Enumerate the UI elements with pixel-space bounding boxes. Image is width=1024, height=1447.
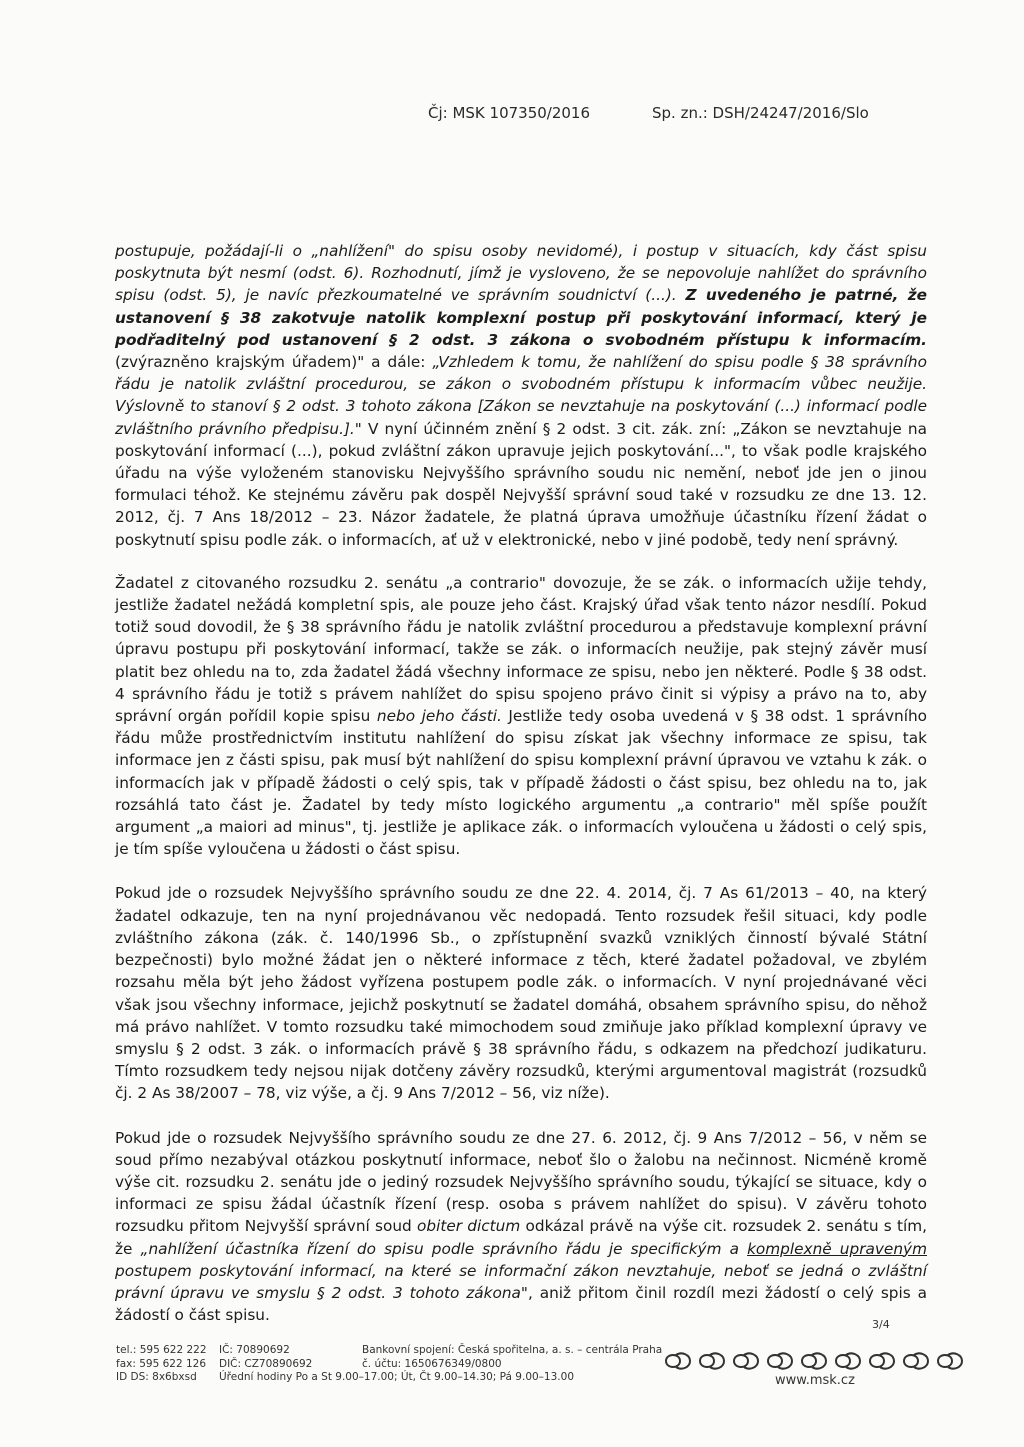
document-header <box>0 104 1024 128</box>
paragraph-3 <box>115 882 927 1104</box>
page-footer <box>0 1344 1024 1404</box>
p1-text-3: V nyní účinném znění § 2 odst. 3 cit. zák. zní: „Zákon se nevztahuje na poskytování informací (...), pokud zvláštní zákon upravuje jejich poskytování...", to však podle krajského úřadu na výše vyloženém stanovisku Nejvyššího správního soudu nic nemění, neboť jde jen o jinou formulaci téhož. Ke stejnému závěru pak dospěl Nejvyšší správní soud také v rozsudku ze dne 13. 12. 2012, čj. 7 Ans 18/2012 – 23. Názor žadatele, že platná úprava umožňuje účastníku řízení žádat o poskytnutí spisu podle zák. o informacích, ať už v elektronické, nebo v jiné podobě, tedy není správný. <box>115 419 927 549</box>
footer-website: www.msk.cz <box>775 1373 855 1388</box>
p4-italic-underlined: komplexně upraveným <box>747 1239 927 1258</box>
footer-fax: fax: 595 622 126 <box>116 1357 207 1370</box>
footer-contacts <box>116 1344 207 1385</box>
p4-italic-1: obiter dictum <box>417 1217 521 1236</box>
footer-bank-name: Bankovní spojení: Česká spořitelna, a. s. – centrála Praha <box>362 1344 663 1356</box>
document-body <box>115 240 927 1348</box>
p4-italic-3: postupem poskytování informací, na které se informační zákon nevztahuje, neboť se jedná o zvláštní právní úpravu ve smyslu § 2 odst. 3 tohoto zákona" <box>115 1261 927 1302</box>
p1-bold-quote: Z uvedeného je patrné, že ustanovení § 38 zakotvuje natolik komplexní postup při poskytování informací, který je podřaditelný pod ustanovení § 2 odst. 3 zákona o svobodném přístupu k informacím. <box>115 286 928 349</box>
p2-italic: nebo jeho části. <box>376 707 502 726</box>
p4-italic-2: „nahlížení účastníka řízení do spisu podle správního řádu je specifickým a <box>140 1239 748 1258</box>
p1-text-2: (zvýrazněno krajským úřadem)" a dále: <box>115 353 433 372</box>
footer-dic: DIČ: CZ70890692 <box>219 1357 313 1370</box>
footer-data-box: ID DS: 8x6bxsd <box>116 1371 197 1383</box>
p4-text-2: odkázal právě na výše cit. rozsudek 2. senátu s tím, že <box>115 1217 928 1258</box>
file-number: Sp. zn.: DSH/24247/2016/Slo <box>652 104 869 122</box>
reference-number: Čj: MSK 107350/2016 <box>428 104 591 122</box>
footer-hours: Úřední hodiny Po a St 9.00–17.00; Út, Čt 9.00–14.30; Pá 9.00–13.00 <box>219 1371 574 1383</box>
region-logo-icon <box>660 1346 980 1376</box>
footer-bank <box>362 1344 662 1371</box>
p2-text-2: Jestliže tedy osoba uvedená v § 38 odst. 1 správního řádu může prostřednictvím institutu nahlížení do spisu získat jak všechny informace ze spisu, tak informace jen z části spisu, pak musí být nahlížení do spisu komplexní právní úpravou ve vztahu k zák. o informacích jak v případě žádosti o celý spis, tak v případě žádosti o část spisu, bez ohledu na to, jak rozsáhlá tato část je. Žadatel by tedy místo logického argumentu „a contrario" měl spíše použít argument „a maiori ad minus", tj. jestliže je aplikace zák. o informacích vyloučena u žádosti o celý spis, je tím spíše vyloučena u žádosti o část spisu. <box>115 707 928 859</box>
p1-italic-start: postupuje, požádají-li o „nahlížení" do spisu osoby nevidomé), i postup v situacích, kdy část spisu poskytnuta být nesmí (odst. 6). Rozhodnutí, jímž je vysloveno, že se nepovoluje nahlížet do správního spisu (odst. 5), je navíc přezkoumatelné ve správním soudnictví (...). <box>115 242 927 305</box>
page-number: 3/4 <box>872 1318 890 1331</box>
paragraph-2 <box>115 572 927 861</box>
p2-text-1: Žadatel z citovaného rozsudku 2. senátu „a contrario" dovozuje, že se zák. o informacích užije tehdy, jestliže žadatel nežádá kompletní spis, ale pouze jeho část. Krajský úřad však tento názor nesdílí. Pokud totiž soud dovodil, že § 38 správního řádu je natolik zvláštní procedurou a představuje komplexní právní úpravu postupu při poskytování informací, takže se zák. o informacích neužije, pak stejný závěr musí platit bez ohledu na to, zda žadatel žádá všechny informace ze spisu, nebo jen některé. Podle § 38 odst. 4 správního řádu je totiž s právem nahlížet do spisu spojeno právo činit si výpisy a právo na to, aby správní orgán pořídil kopie spisu <box>115 573 927 726</box>
paragraph-1 <box>115 240 927 551</box>
footer-ico: IČ: 70890692 <box>219 1344 290 1356</box>
p1-italic-quote: „Vzhledem k tomu, že nahlížení do spisu podle § 38 správního řádu je natolik zvláštní procedurou, se zákon o svobodném přístupu k informacím vůbec neužije. Výslovně to stanoví § 2 odst. 3 tohoto zákona [Zákon se nevztahuje na poskytování (...) informací podle zvláštního právního předpisu.]." <box>115 353 927 438</box>
footer-account: č. účtu: 1650676349/0800 <box>362 1357 502 1370</box>
footer-tel: tel.: 595 622 222 <box>116 1344 207 1356</box>
p4-text-3: , aniž přitom činil rozdíl mezi žádostí o celý spis a žádostí o část spisu. <box>115 1283 927 1325</box>
p4-text-1: Pokud jde o rozsudek Nejvyššího správního soudu ze dne 27. 6. 2012, čj. 9 Ans 7/2012 – 56, v něm se soud přímo nezabýval otázkou poskytnutí informace, neboť šlo o žalobu na nečinnost. Nicméně kromě výše cit. rozsudku 2. senátu jde o jediný rozsudek Nejvyššího správního soudu, týkající se situace, kdy o informaci ze spisu žádal účastník řízení (resp. osoba s právem nahlížet do spisu). V závěru tohoto rozsudku přitom Nejvyšší správní soud <box>115 1128 927 1236</box>
paragraph-4 <box>115 1127 927 1327</box>
p3-text: Pokud jde o rozsudek Nejvyššího správního soudu ze dne 22. 4. 2014, čj. 7 As 61/2013 – 40, na který žadatel odkazuje, ten na nyní projednávanou věc nedopadá. Tento rozsudek řešil situaci, kdy podle zvláštního zákona (zák. č. 140/1996 Sb., o zpřístupnění svazků vzniklých činností bývalé Státní bezpečnosti) bylo možné žádat jen o některé informace z těch, které žadatel požadoval, ve zbylém rozsahu měla být jeho žádost vyřízena postupem podle zák. o informacích. V nyní projednávané věci však jsou všechny informace, jejichž poskytnutí se žadatel domáhá, obsahem správního spisu, do něhož má právo nahlížet. V tomto rozsudku také mimochodem soud zmiňuje jako příklad komplexní úpravy ve smyslu § 2 odst. 3 zák. o informacích právě § 38 správního řádu, s odkazem na předchozí judikaturu. Tímto rozsudkem tedy nejsou nijak dotčeny závěry rozsudků, kterými argumentoval magistrát (rozsudků čj. 2 As 38/2007 – 78, viz výše, a čj. 9 Ans 7/2012 – 56, viz níže). <box>115 884 927 1103</box>
